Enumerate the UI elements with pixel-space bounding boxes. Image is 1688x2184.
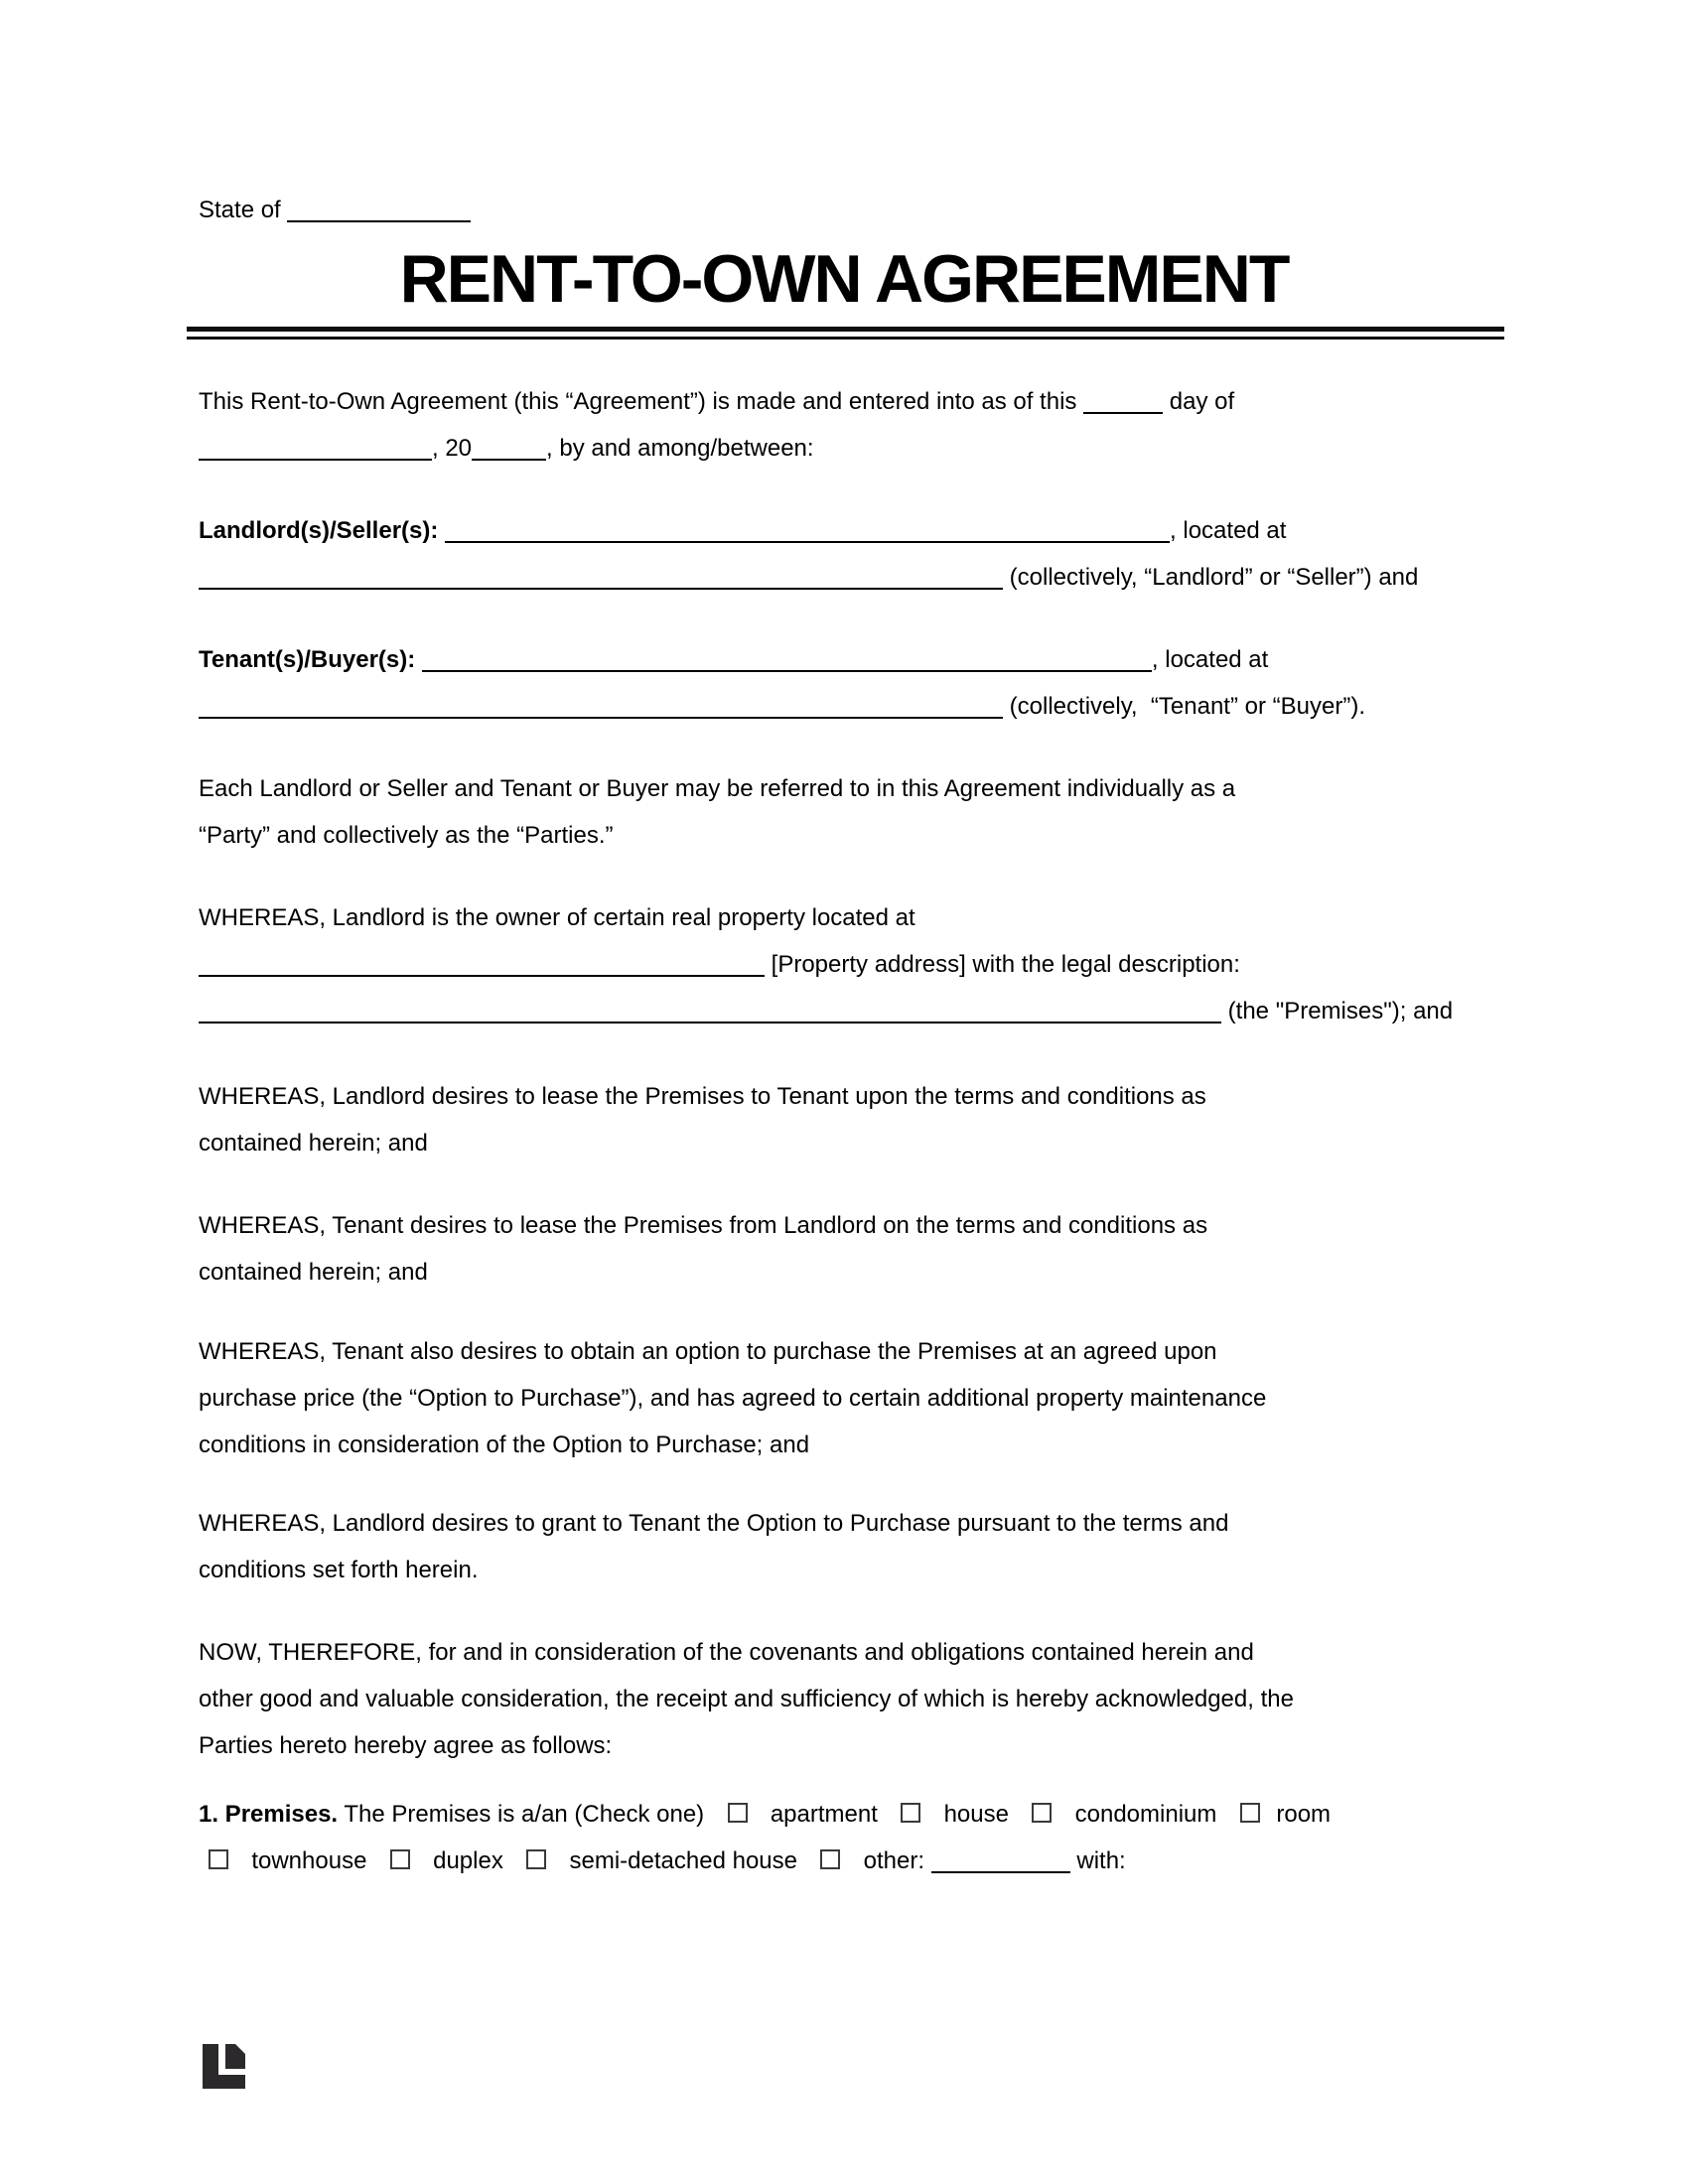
text-line	[199, 1838, 1529, 1884]
checkbox[interactable]	[820, 1849, 840, 1869]
checkbox[interactable]	[901, 1803, 920, 1823]
blank-field[interactable]	[931, 1867, 1070, 1873]
text: other good and valuable consideration, the receipt and sufficiency of which is hereby acknowledged, the	[199, 1686, 1294, 1712]
text: (collectively, “Tenant” or “Buyer”).	[1003, 693, 1365, 720]
state-blank-field[interactable]	[287, 216, 471, 222]
blank-field[interactable]	[199, 584, 1003, 590]
bold-text: 1. Premises.	[199, 1801, 339, 1828]
rule-thin-line	[187, 337, 1504, 340]
text-line	[199, 941, 1529, 988]
text: room	[1269, 1801, 1332, 1828]
text-line	[199, 378, 1529, 425]
text: The Premises is a/an (Check one)	[338, 1801, 718, 1828]
text: apartment	[757, 1801, 892, 1828]
text: WHEREAS, Tenant desires to lease the Premises from Landlord on the terms and conditions as	[199, 1212, 1208, 1239]
text-line	[199, 507, 1529, 554]
text: , 20	[432, 435, 473, 462]
checkbox[interactable]	[1240, 1803, 1260, 1823]
blank-field[interactable]	[445, 537, 1170, 543]
text: purchase price (the “Option to Purchase”), and has agreed to certain additional property maintenance	[199, 1385, 1267, 1412]
checkbox[interactable]	[526, 1849, 546, 1869]
text: semi-detached house	[556, 1847, 811, 1874]
rule-thick-line	[187, 327, 1504, 332]
paragraph-whereas-grant	[199, 1500, 1529, 1593]
text: Parties hereto hereby agree as follows:	[199, 1732, 613, 1759]
blank-field[interactable]	[199, 455, 432, 461]
checkbox[interactable]	[209, 1849, 228, 1869]
bold-text: Landlord(s)/Seller(s):	[199, 517, 446, 544]
text: day of	[1163, 388, 1235, 415]
blank-field[interactable]	[1083, 408, 1163, 414]
blank-field[interactable]	[422, 666, 1152, 672]
text-line	[199, 988, 1529, 1034]
text: WHEREAS, Tenant also desires to obtain an option to purchase the Premises at an agreed upon	[199, 1338, 1217, 1365]
text-line	[199, 683, 1529, 730]
state-of-line	[199, 187, 471, 233]
paragraph-landlord-seller	[199, 507, 1529, 601]
paragraph-tenant-buyer	[199, 636, 1529, 730]
checkbox[interactable]	[390, 1849, 410, 1869]
blank-field[interactable]	[199, 713, 1003, 719]
paragraph-parties	[199, 765, 1529, 859]
text-line	[199, 1249, 1529, 1296]
text-line	[199, 425, 1529, 472]
text-line	[199, 1073, 1529, 1120]
text-line	[199, 1500, 1529, 1547]
checkbox[interactable]	[1032, 1803, 1052, 1823]
text: WHEREAS, Landlord desires to lease the Premises to Tenant upon the terms and conditions as	[199, 1083, 1206, 1110]
text-line	[199, 1375, 1529, 1422]
legal-templates-logo	[199, 2043, 246, 2091]
text-line	[199, 1120, 1529, 1166]
paragraph-intro	[199, 378, 1529, 472]
text: condominium	[1061, 1801, 1230, 1828]
text-line	[199, 812, 1529, 859]
text: [Property address] with the legal description:	[765, 951, 1240, 978]
paragraph-now-therefore	[199, 1629, 1529, 1769]
text: , located at	[1151, 646, 1269, 673]
text: , located at	[1170, 517, 1287, 544]
text: duplex	[419, 1847, 517, 1874]
text: “Party” and collectively as the “Parties.”	[199, 822, 614, 849]
blank-field[interactable]	[472, 455, 546, 461]
text-line	[199, 554, 1529, 601]
text: , by and among/between:	[546, 435, 814, 462]
text: conditions set forth herein.	[199, 1557, 479, 1583]
title-rule	[187, 327, 1504, 340]
text-line	[199, 1791, 1529, 1838]
text-line	[199, 1422, 1529, 1468]
text: conditions in consideration of the Option to Purchase; and	[199, 1432, 810, 1458]
text: WHEREAS, Landlord is the owner of certain real property located at	[199, 904, 915, 931]
page-title: RENT-TO-OWN AGREEMENT	[399, 241, 1289, 317]
text: contained herein; and	[199, 1130, 428, 1157]
paragraph-whereas-landlord-lease	[199, 1073, 1529, 1166]
paragraph-premises	[199, 1791, 1529, 1884]
text-line	[199, 636, 1529, 683]
bold-text: Tenant(s)/Buyer(s):	[199, 646, 422, 673]
text-line	[199, 1629, 1529, 1676]
text: WHEREAS, Landlord desires to grant to Tenant the Option to Purchase pursuant to the terms and	[199, 1510, 1229, 1537]
text-line	[199, 1676, 1529, 1722]
text: (the "Premises"); and	[1221, 998, 1454, 1024]
paragraph-whereas-tenant-lease	[199, 1202, 1529, 1296]
checkbox[interactable]	[728, 1803, 748, 1823]
text-line	[199, 1547, 1529, 1593]
text: This Rent-to-Own Agreement (this “Agreement”) is made and entered into as of this	[199, 388, 1084, 415]
paragraph-whereas-option	[199, 1328, 1529, 1468]
text: (collectively, “Landlord” or “Seller”) and	[1003, 564, 1419, 591]
text: house	[930, 1801, 1023, 1828]
text: NOW, THEREFORE, for and in consideration of the covenants and obligations contained herein and	[199, 1639, 1254, 1666]
text: Each Landlord or Seller and Tenant or Buyer may be referred to in this Agreement individually as a	[199, 775, 1236, 802]
text: other:	[850, 1847, 931, 1874]
text: townhouse	[238, 1847, 380, 1874]
paragraph-whereas-property	[199, 894, 1529, 1034]
text-line	[199, 1328, 1529, 1375]
state-of-label: State of	[199, 197, 288, 223]
text: with:	[1069, 1847, 1126, 1874]
text-line	[199, 894, 1529, 941]
text-line	[199, 765, 1529, 812]
legal-templates-logo-icon	[199, 2043, 246, 2091]
text: contained herein; and	[199, 1259, 428, 1286]
text-line	[199, 1722, 1529, 1769]
blank-field[interactable]	[199, 971, 765, 977]
text-line	[199, 1202, 1529, 1249]
blank-field[interactable]	[199, 1018, 1221, 1024]
